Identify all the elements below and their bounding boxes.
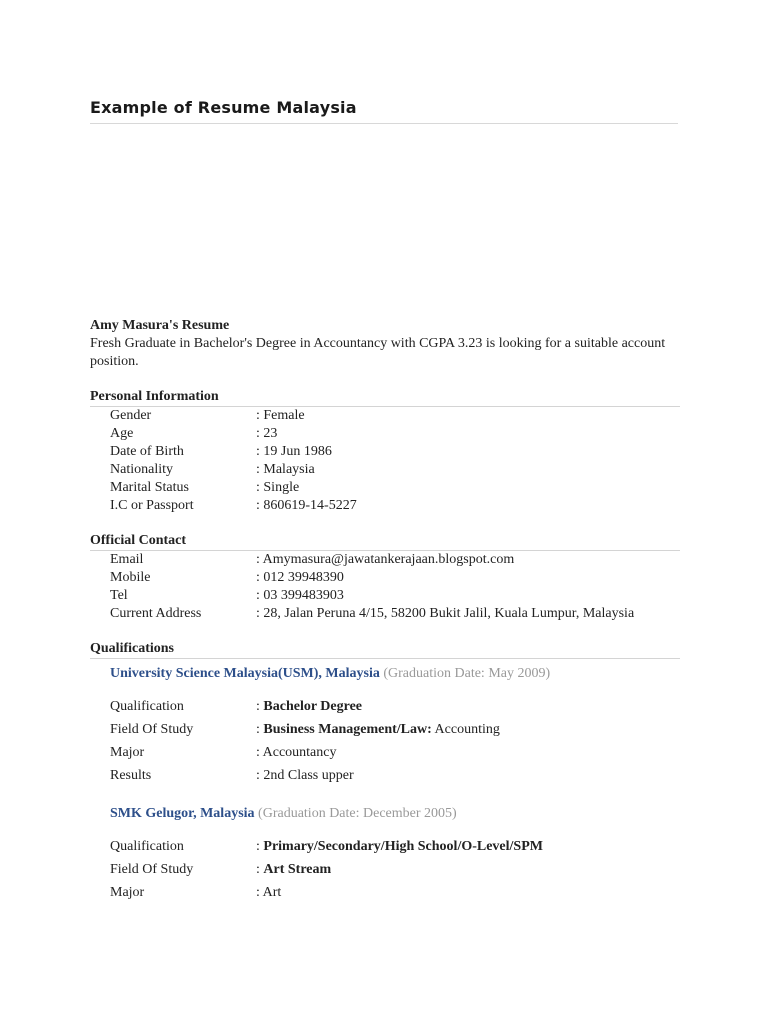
- qualification-row: [90, 695, 680, 718]
- results-row: [90, 764, 680, 787]
- info-row-gender: [90, 407, 680, 425]
- info-value: : Female: [256, 408, 305, 423]
- contact-list: [90, 551, 680, 623]
- contact-label: Email: [110, 552, 144, 567]
- section-title-qualifications: Qualifications: [90, 640, 680, 659]
- info-value: : 23: [256, 426, 278, 441]
- graduation-date: (Graduation Date: May 2009): [383, 666, 551, 681]
- qualification-value: : Accountancy: [256, 745, 337, 760]
- qualification-label: Results: [110, 768, 152, 783]
- info-label: Gender: [110, 408, 152, 423]
- qualification-label: Qualification: [110, 839, 184, 854]
- qualification-label: Qualification: [110, 699, 184, 714]
- info-row-marital-status: [90, 479, 680, 497]
- section-title-personal: Personal Information: [90, 388, 680, 407]
- info-label: Date of Birth: [110, 444, 184, 459]
- info-label: Nationality: [110, 462, 173, 477]
- info-value: : Malaysia: [256, 462, 315, 477]
- qualification-label: Field Of Study: [110, 722, 194, 737]
- info-row-age: [90, 425, 680, 443]
- qualification-value: : Business Management/Law: Accounting: [256, 722, 500, 737]
- section-title-contact: Official Contact: [90, 532, 680, 551]
- qualification-label: Major: [110, 745, 145, 760]
- resume-content: [90, 317, 680, 904]
- field-of-study-row: [90, 718, 680, 741]
- info-label: Age: [110, 426, 134, 441]
- contact-value: : Amymasura@jawatankerajaan.blogspot.com: [256, 552, 515, 567]
- qualification-label: Field Of Study: [110, 862, 194, 877]
- field-of-study-row: [90, 858, 680, 881]
- resume-summary: Fresh Graduate in Bachelor's Degree in Accountancy with CGPA 3.23 is looking for a suitable account position.: [90, 336, 666, 369]
- info-value: : 19 Jun 1986: [256, 444, 332, 459]
- institution-name: University Science Malaysia(USM), Malaysia: [110, 666, 380, 681]
- contact-row-tel: [90, 587, 680, 605]
- institution-heading-usm: [90, 665, 680, 683]
- contact-label: Mobile: [110, 570, 151, 585]
- qualification-value: : Art: [256, 885, 282, 900]
- page-title: Example of Resume Malaysia: [90, 98, 678, 124]
- institution-heading-smk: [90, 805, 680, 823]
- info-row-dob: [90, 443, 680, 461]
- info-value: : 860619-14-5227: [256, 498, 357, 513]
- qualification-value: : Primary/Secondary/High School/O-Level/SPM: [256, 839, 543, 854]
- contact-row-mobile: [90, 569, 680, 587]
- qualification-list-smk: [90, 835, 680, 904]
- info-label: Marital Status: [110, 480, 189, 495]
- contact-value: : 012 39948390: [256, 570, 344, 585]
- qualification-value: : 2nd Class upper: [256, 768, 354, 783]
- info-row-nationality: [90, 461, 680, 479]
- contact-row-address: [90, 605, 680, 623]
- qualification-value: : Bachelor Degree: [256, 699, 363, 714]
- major-row: [90, 881, 680, 904]
- info-value: : Single: [256, 480, 300, 495]
- info-label: I.C or Passport: [110, 498, 194, 513]
- qualification-list-usm: [90, 695, 680, 787]
- qualification-row: [90, 835, 680, 858]
- qualification-value: : Art Stream: [256, 862, 332, 877]
- graduation-date: (Graduation Date: December 2005): [258, 806, 457, 821]
- contact-label: Tel: [110, 588, 128, 603]
- institution-name: SMK Gelugor, Malaysia: [110, 806, 255, 821]
- personal-info-list: [90, 407, 680, 515]
- qualification-label: Major: [110, 885, 145, 900]
- resume-title: Amy Masura's Resume: [90, 318, 230, 333]
- contact-value: : 03 399483903: [256, 588, 344, 603]
- contact-row-email: [90, 551, 680, 569]
- contact-label: Current Address: [110, 606, 202, 621]
- contact-value: : 28, Jalan Peruna 4/15, 58200 Bukit Jalil, Kuala Lumpur, Malaysia: [256, 606, 635, 621]
- major-row: [90, 741, 680, 764]
- info-row-ic-passport: [90, 497, 680, 515]
